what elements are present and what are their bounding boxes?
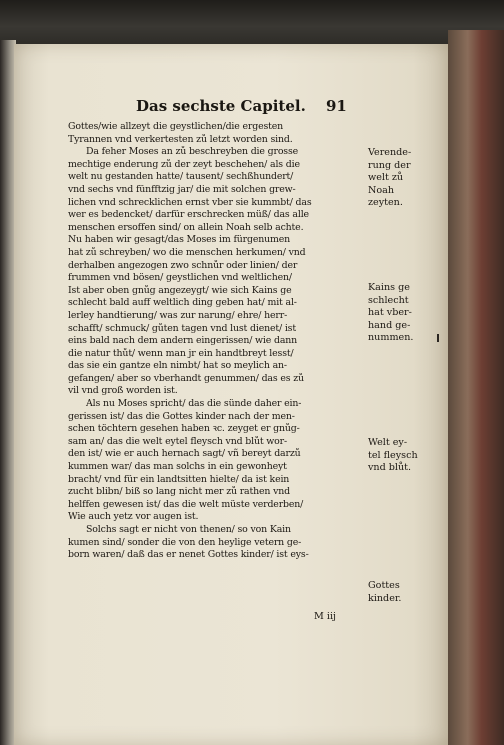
running-title: Das sechste Capitel.: [136, 97, 306, 115]
text-line: kummen war/ das man solchs in ein gewonheyt: [68, 461, 287, 473]
text-line: Solchs sagt er nicht von thenen/ so von Kain: [86, 524, 291, 535]
book-page-edges: [448, 30, 504, 745]
text-line: schafft/ schmuck/ gůten tagen vnd lust dienet/ ist: [68, 322, 296, 334]
text-line: born waren/ daß das er nenet Gottes kinder/ ist eys-: [68, 549, 309, 561]
text-line: das sie ein gantze eln nimbt/ hat so meylich an-: [68, 360, 287, 372]
text-line: die natur thůt/ wenn man jr ein handtbreyt lesst/: [68, 347, 294, 359]
text-line: Wie auch yetz vor augen ist.: [68, 511, 199, 523]
margin-note-line: hand ge-: [368, 319, 411, 331]
margin-note-line: zeyten.: [368, 197, 403, 209]
margin-note-line: welt zů: [368, 172, 404, 184]
main-text-block: [68, 121, 366, 562]
text-line: bracht/ vnd für ein landtsitten hielte/ da ist kein: [68, 473, 290, 485]
margin-note-welt-fleysch: [368, 437, 430, 475]
text-line: eins bald nach dem andern eingerissen/ wie dann: [68, 335, 298, 347]
text-line: vil vnd groß worden ist.: [68, 385, 178, 397]
text-line: menschen ersoffen sind/ on allein Noah selb achte.: [68, 221, 304, 233]
text-line: Gottes/wie allzeyt die geystlichen/die ergesten: [68, 121, 284, 132]
text-line: gerissen ist/ das die Gottes kinder nach der men-: [68, 410, 295, 422]
ink-speck: [437, 334, 439, 342]
margin-note-gottes-kinder: [368, 580, 430, 605]
margin-note-line: hat vber-: [368, 307, 412, 319]
margin-note-line: Kains ge: [368, 282, 410, 293]
margin-note-line: rung der: [368, 159, 411, 171]
text-line: welt nu gestanden hatte/ tausent/ sechßhundert/: [68, 171, 294, 183]
text-line: Als nu Moses spricht/ das die sünde daher ein-: [86, 398, 302, 410]
margin-note-line: tel fleysch: [368, 449, 418, 461]
text-line: mechtige enderung zů der zeyt beschehen/ als die: [68, 158, 300, 170]
page-header: [136, 97, 356, 119]
text-line: frummen vnd bösen/ geystlichen vnd weltlichen/: [68, 272, 292, 284]
catchword: M iij: [314, 611, 336, 622]
text-line: gefangen/ aber so vberhandt genummen/ das es zů: [68, 372, 304, 384]
text-line: hat zů schreyben/ wo die menschen herkumen/ vnd: [68, 246, 306, 258]
text-line: Da feher Moses an zů beschreyben die grosse: [86, 146, 299, 158]
book-binding: [0, 0, 504, 48]
text-line: zucht blibn/ biß so lang nicht mer zů rathen vnd: [68, 486, 290, 498]
text-line: lerley handtierung/ was zur narung/ ehre/ herr-: [68, 309, 288, 321]
text-line: helffen gewesen ist/ das die welt müste verderben/: [68, 498, 304, 510]
margin-note-line: Gottes: [368, 580, 400, 591]
margin-note-line: schlecht: [368, 294, 409, 306]
text-line: schen töchtern gesehen haben ꝛc. zeyget er gnůg-: [68, 423, 300, 435]
text-line: sam an/ das die welt eytel fleysch vnd blůt wor-: [68, 435, 288, 447]
text-line: vnd sechs vnd fünfftzig jar/ die mit solchen grew-: [68, 183, 296, 195]
margin-note-kains-geschlecht: [368, 282, 430, 345]
text-line: Tyrannen vnd verkertesten zů letzt worden sind.: [68, 133, 293, 145]
page-number: 91: [326, 97, 347, 115]
text-line: Nu haben wir gesagt/das Moses im fürgenumen: [68, 234, 291, 246]
margin-note-line: Verende-: [368, 147, 412, 158]
margin-note-line: Noah: [368, 184, 395, 196]
text-line: wer es bedencket/ darfür erschrecken müß/ das alle: [68, 209, 309, 221]
margin-note-line: kinder.: [368, 592, 402, 604]
text-line: derhalben angezogen zwo schnůr oder linien/ der: [68, 259, 298, 271]
text-line: den ist/ wie er auch hernach sagt/ vñ bereyt darzů: [68, 448, 301, 460]
margin-note-line: vnd blůt.: [368, 462, 412, 474]
text-line: lichen vnd schrecklichen ernst vber sie kummbt/ das: [68, 196, 312, 208]
margin-note-verenderung: [368, 147, 430, 210]
text-line: Ist aber oben gnůg angezeygt/ wie sich Kains ge: [68, 284, 292, 296]
text-line: schlecht bald auff weltlich ding geben hat/ mit al-: [68, 297, 297, 309]
margin-note-line: nummen.: [368, 332, 414, 344]
text-line: kumen sind/ sonder die von den heylige vetern ge-: [68, 536, 302, 548]
margin-note-line: Welt ey-: [368, 437, 408, 448]
